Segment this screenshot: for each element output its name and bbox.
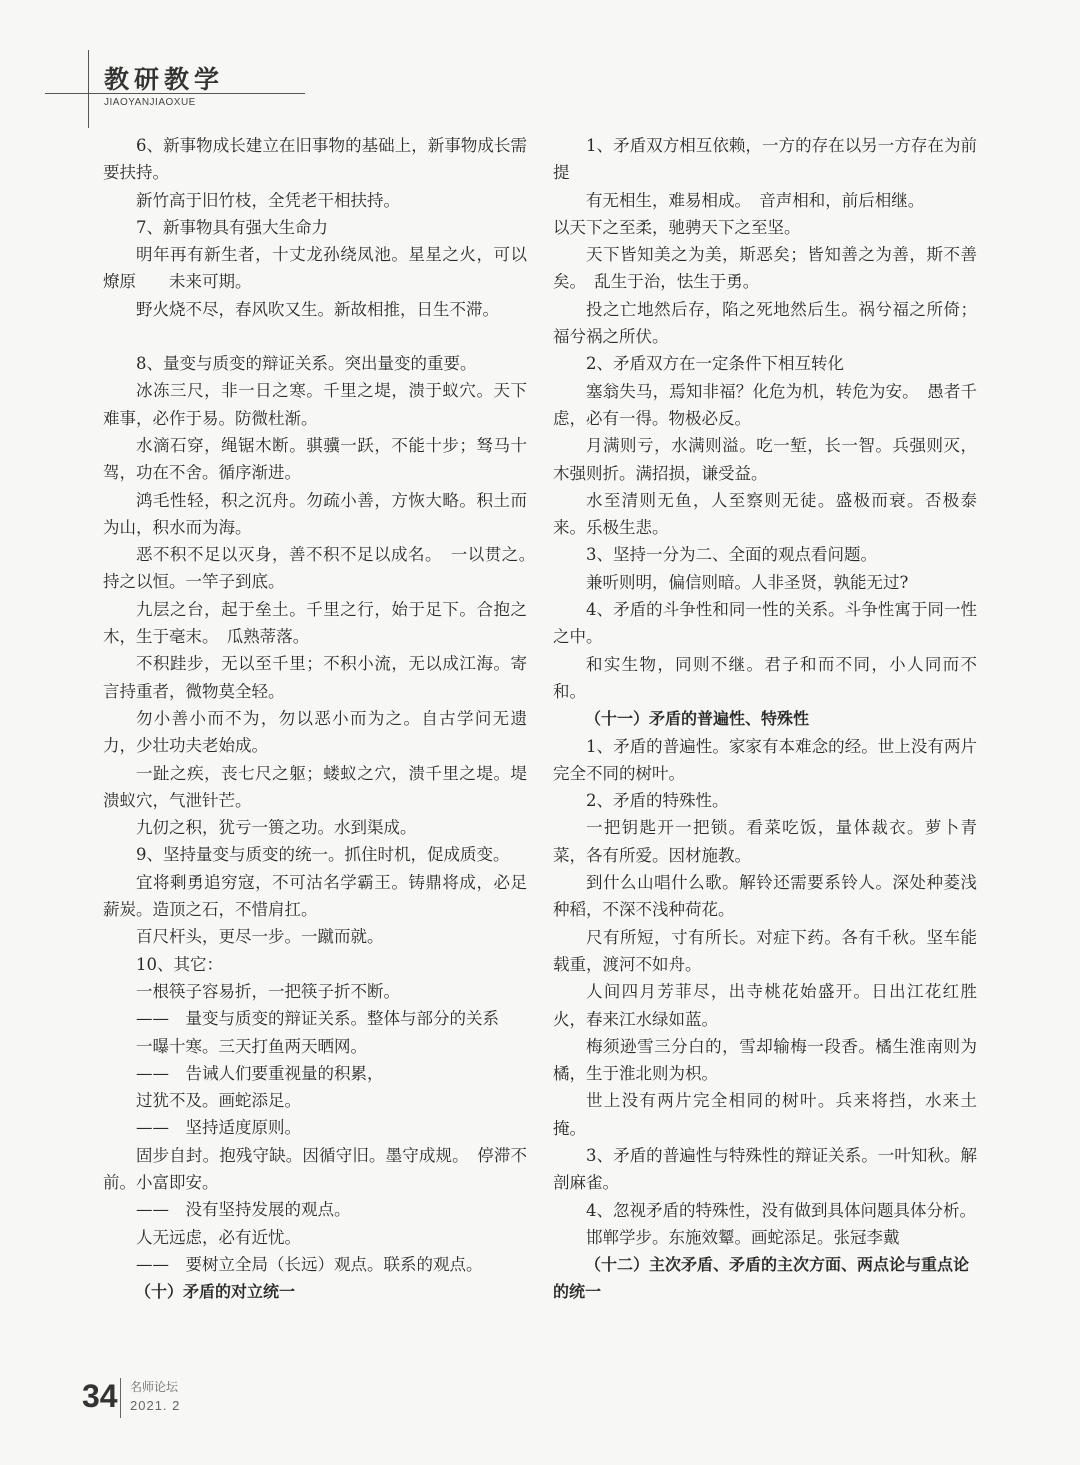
paragraph: 2、矛盾双方在一定条件下相互转化 [586,354,844,374]
paragraph: 1、矛盾的普遍性。家家有本难念的经。世上没有两片完全不同的树叶。 [553,736,977,783]
paragraph: 世上没有两片完全相同的树叶。兵来将挡，水来土掩。 [553,1091,977,1138]
section-heading: （十一）矛盾的普遍性、特殊性 [585,709,810,729]
paragraph: 一曝十寒。三天打鱼两天晒网。 [136,1036,367,1056]
paragraph: 3、矛盾的普遍性与特殊性的辩证关系。一叶知秋。解剖麻雀。 [553,1145,977,1193]
paragraph: 人间四月芳菲尽，出寺桃花始盛开。日出江花红胜火，春来江水绿如蓝。 [553,982,977,1029]
page-number: 34 [82,1378,118,1414]
paragraph: 邯郸学步。东施效颦。画蛇添足。张冠李戴 [586,1227,900,1247]
paragraph: 投之亡地然后存，陷之死地然后生。祸兮福之所倚；福兮祸之所伏。 [553,299,977,347]
section-title: 教研教学 [104,65,225,94]
paragraph: 月满则亏，水满则溢。吃一堑，长一智。兵强则灭，木强则折。满招损，谦受益。 [553,436,977,483]
left-column [103,132,544,1305]
section-subtitle: JIAOYANJIAOXUE [104,97,196,108]
right-column [553,132,977,1306]
page-header [0,0,1080,130]
paragraph: 梅须逊雪三分白的，雪却输梅一段香。橘生淮南则为橘，生于淮北则为枳。 [553,1036,977,1084]
paragraph: —— 要树立全局（长远）观点。联系的观点。 [136,1254,483,1274]
paragraph: 一把钥匙开一把锁。看菜吃饭，量体裁衣。萝卜青菜，各有所爱。因材施教。 [553,818,977,865]
paragraph: 明年再有新生者，十丈龙孙绕凤池。星星之火，可以燎原 未来可期。 [103,245,527,292]
paragraph: 4、矛盾的斗争性和同一性的关系。斗争性寓于同一性之中。 [553,600,977,647]
paragraph: 兼听则明，偏信则暗。人非圣贤，孰能无过? [586,572,909,592]
paragraph: 野火烧不尽，春风吹又生。新故相推，日生不滞。 [136,299,499,319]
paragraph: 九仞之积，犹亏一篑之功。水到渠成。 [136,818,417,838]
header-vertical-rule [88,50,89,128]
paragraph: —— 没有坚持发展的观点。 [136,1200,351,1220]
paragraph: 鸿毛性轻，积之沉舟。勿疏小善，方恢大略。积土而为山，积水而为海。 [103,490,527,537]
paragraph: 水至清则无鱼，人至察则无徒。盛极而衰。否极泰来。乐极生悲。 [553,490,977,538]
paragraph: —— 量变与质变的辩证关系。整体与部分的关系 [136,1009,499,1029]
paragraph: 百尺杆头，更尽一步。一蹴而就。 [136,927,384,947]
paragraph: 水滴石穿，绳锯木断。骐骥一跃，不能十步；驽马十驾，功在不舍。循序渐进。 [103,435,527,483]
paragraph: 2、矛盾的特殊性。 [586,791,729,811]
paragraph: 和实生物，同则不继。君子和而不同，小人同而不和。 [553,654,977,701]
paragraph: 过犹不及。画蛇添足。 [136,1091,301,1111]
paragraph: 固步自封。抱残守缺。因循守旧。墨守成规。 停滞不前。小富即安。 [103,1145,527,1192]
paragraph: 九层之台，起于垒土。千里之行，始于足下。合抱之木，生于毫末。 瓜熟蒂落。 [103,599,527,647]
paragraph: 人无远虑，必有近忧。 [136,1227,301,1247]
paragraph: 8、量变与质变的辩证关系。突出量变的重要。 [136,354,477,374]
paragraph: 有无相生，难易相成。 音声相和，前后相继。 [586,190,925,210]
paragraph: 3、坚持一分为二、全面的观点看问题。 [586,545,877,565]
paragraph: —— 告诫人们要重视量的积累， [136,1063,384,1083]
paragraph: 4、忽视矛盾的特殊性，没有做到具体问题具体分析。 [586,1200,976,1220]
paragraph: 6、新事物成长建立在旧事物的基础上，新事物成长需要扶持。 [103,136,527,183]
section-heading: （十二）主次矛盾、矛盾的主次方面、两点论与重点论的统一 [553,1255,970,1302]
paragraph: —— 坚持适度原则。 [136,1118,301,1138]
paragraph: 10、其它： [136,954,223,974]
paragraph: 不积跬步，无以至千里；不积小流，无以成江海。寄言持重者，微物莫全轻。 [103,654,527,701]
paragraph: 天下皆知美之为美，斯恶矣；皆知善之为善，斯不善矣。 乱生于治，怯生于勇。 [553,245,977,292]
paragraph: 塞翁失马，焉知非福？化危为机，转危为安。 愚者千虑，必有一得。物极必反。 [553,381,977,428]
paragraph: 尺有所短，寸有所长。对症下药。各有千秋。坚车能载重，渡河不如舟。 [553,927,977,974]
footer-divider [120,1378,121,1418]
paragraph: 1、矛盾双方相互依赖，一方的存在以另一方存在为前提 [553,136,977,183]
paragraph: 一趾之疾，丧七尺之躯；蝼蚁之穴，溃千里之堤。堤溃蚁穴，气泄针芒。 [103,763,527,810]
paragraph: 7、新事物具有强大生命力 [136,217,328,237]
paragraph: 以天下之至柔，驰骋天下之至坚。 [553,217,801,237]
paragraph: 冰冻三尺，非一日之寒。千里之堤，溃于蚁穴。天下难事，必作于易。防微杜渐。 [103,381,527,428]
paragraph: 一根筷子容易折，一把筷子折不断。 [136,981,400,1001]
paragraph: 到什么山唱什么歌。解铃还需要系铃人。深处种菱浅种稻，不深不浅种荷花。 [553,873,977,920]
paragraph-gap [103,323,527,350]
magazine-name: 名师论坛 [130,1380,179,1394]
paragraph: 勿小善小而不为，勿以恶小而为之。自古学问无遗力，少壮功夫老始成。 [103,708,527,756]
section-heading: （十）矛盾的对立统一 [135,1282,296,1302]
paragraph: 新竹高于旧竹枝，全凭老干相扶持。 [136,190,400,210]
paragraph: 恶不积不足以灭身，善不积不足以成名。 一以贯之。 持之以恒。一竿子到底。 [103,545,544,592]
issue-date: 2021. 2 [130,1398,181,1413]
paragraph: 宜将剩勇追穷寇，不可沽名学霸王。铸鼎将成，必足薪炭。造顶之石，不惜肩扛。 [103,872,527,920]
paragraph: 9、坚持量变与质变的统一。抓住时机，促成质变。 [136,845,510,865]
